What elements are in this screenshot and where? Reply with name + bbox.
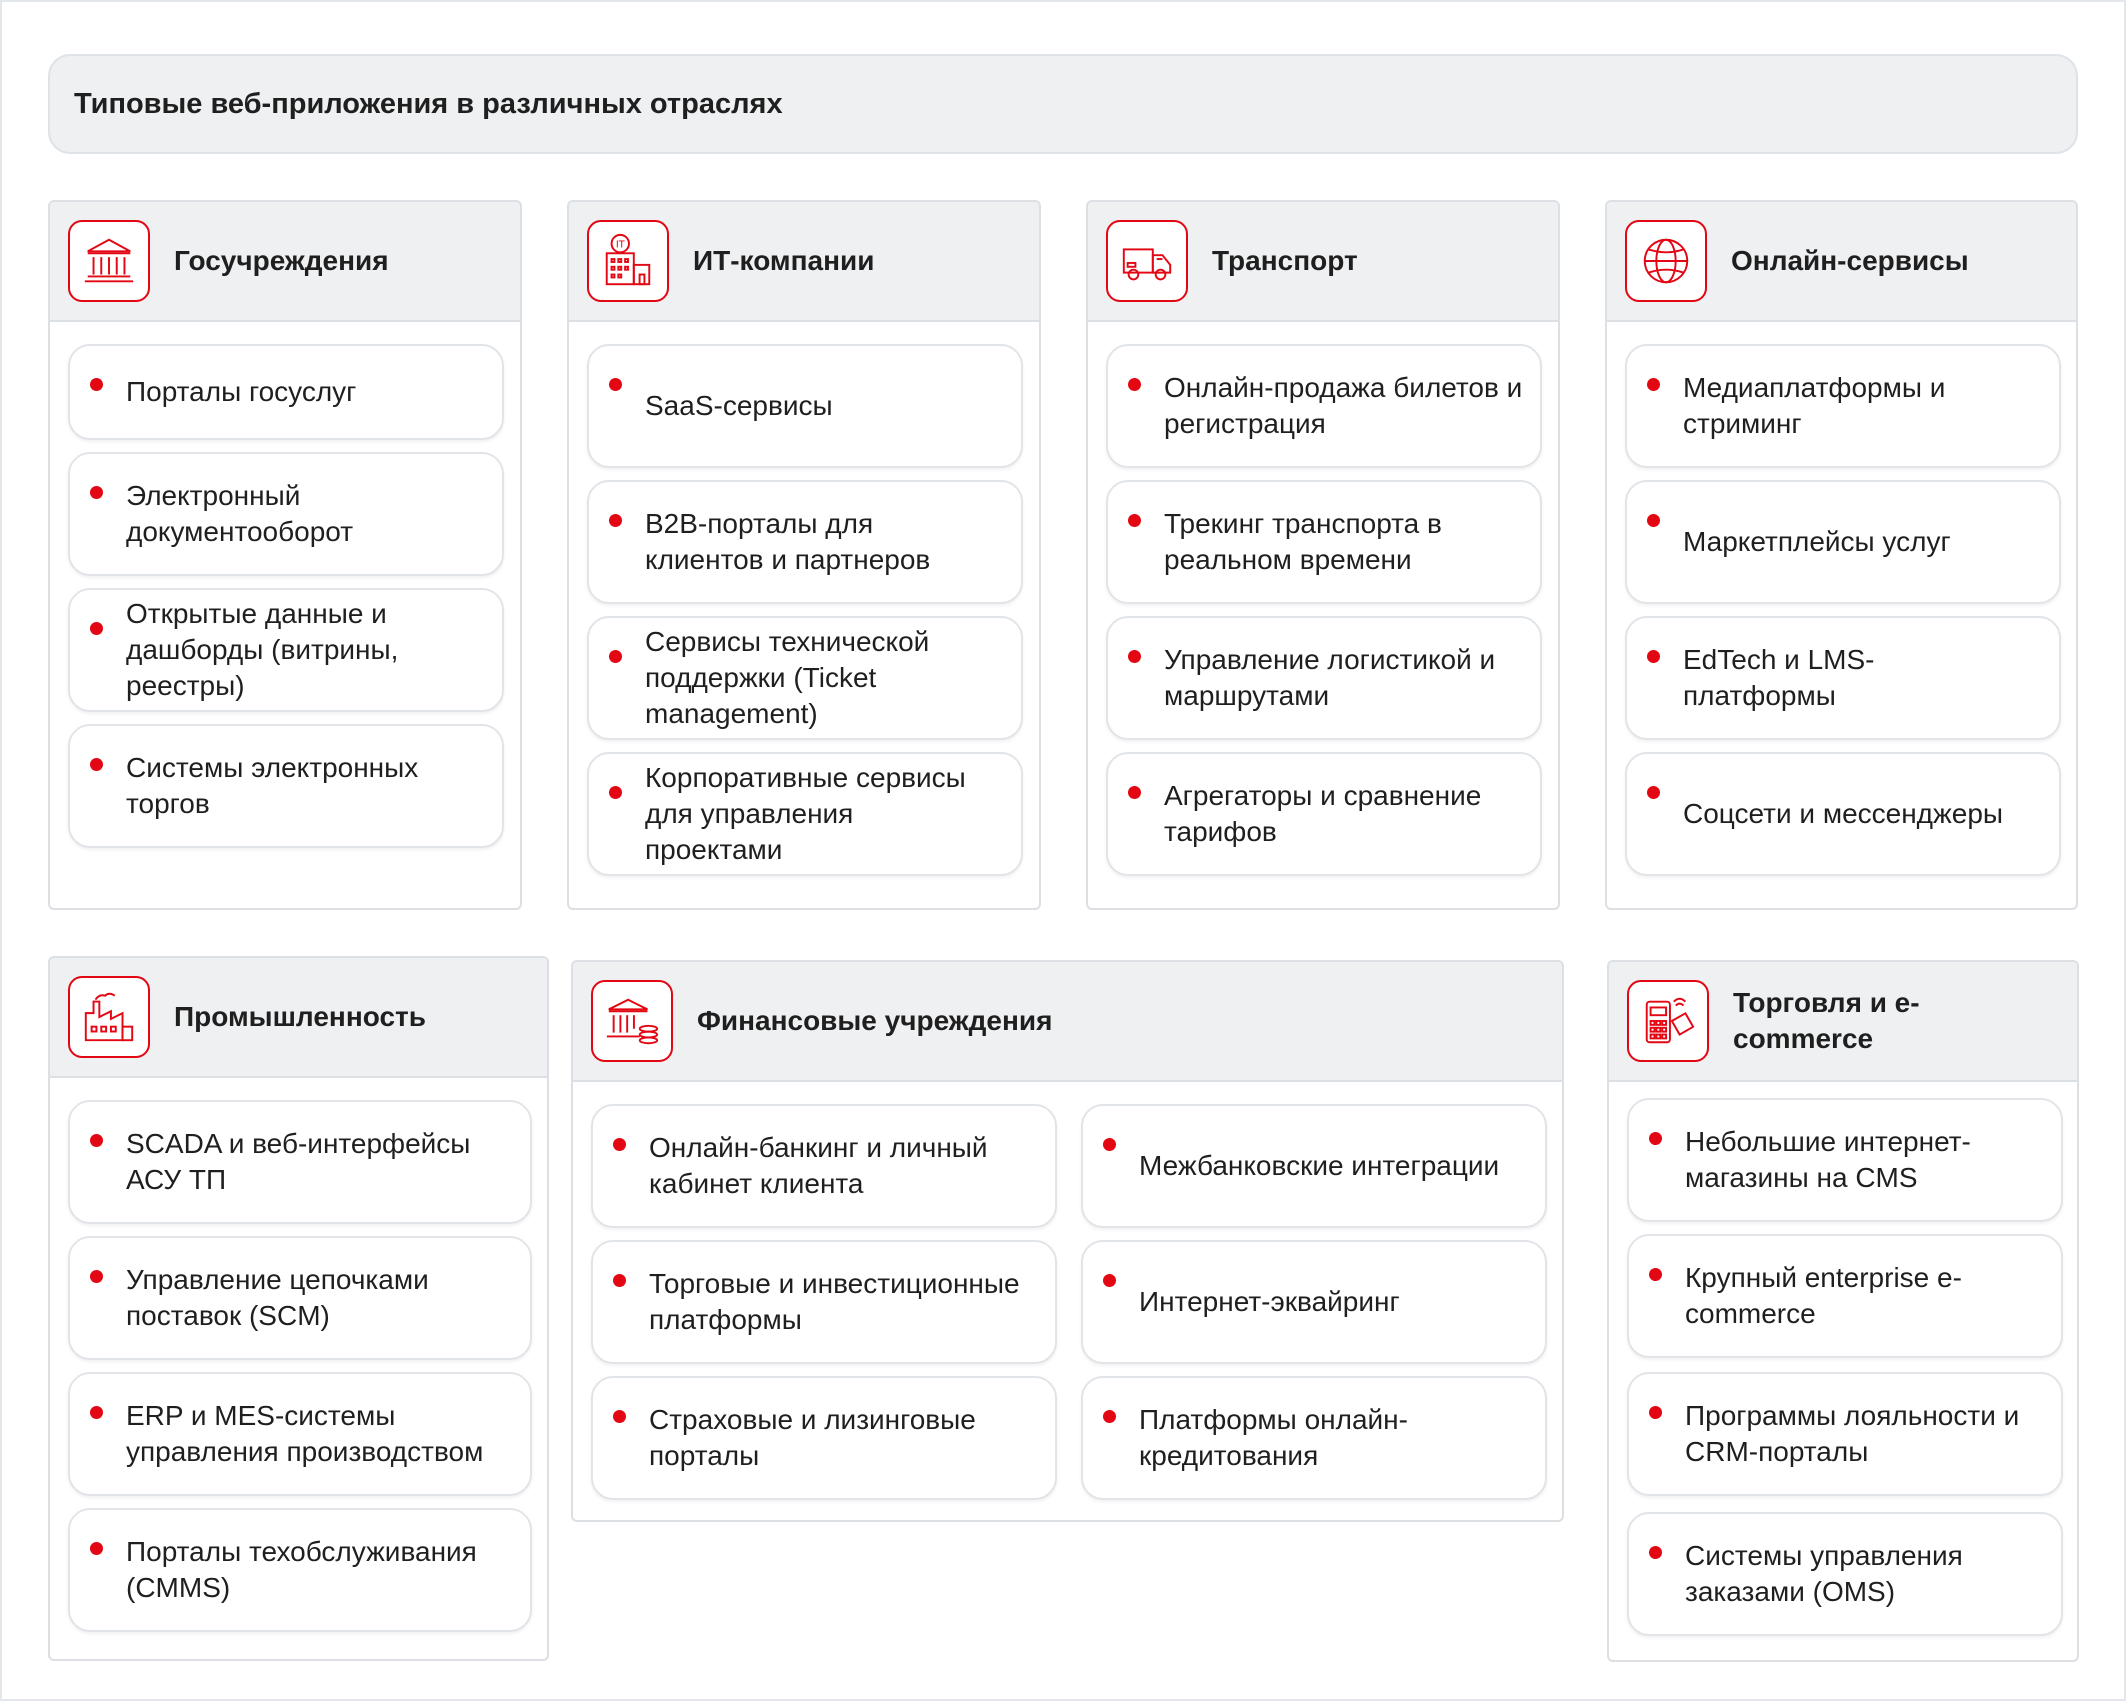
section-transport (1086, 200, 1560, 910)
section-finance (571, 960, 1564, 1522)
list-item-label: SaaS-сервисы (645, 390, 833, 421)
bullet-dot (1128, 786, 1141, 799)
list-item-label: Корпоративные сервисы для управления проектами (645, 762, 966, 865)
section-industry-title: Промышленность (174, 1001, 426, 1032)
list-item (1081, 1376, 1547, 1500)
list-item (68, 452, 504, 576)
section-trade (1607, 960, 2079, 1662)
list-item (1625, 752, 2061, 876)
section-trade-title: Торговля и e-commerce (1733, 987, 1920, 1054)
list-item-label: Трекинг транспорта в реальном времени (1164, 508, 1442, 575)
government-building-icon (68, 220, 150, 302)
list-item-label: B2B-порталы для клиентов и партнеров (645, 508, 931, 575)
bullet-dot (613, 1138, 626, 1151)
section-gov-header (50, 202, 520, 322)
list-item-label: Межбанковские интеграции (1139, 1150, 1500, 1181)
bullet-dot (1649, 1268, 1662, 1281)
section-online (1605, 200, 2078, 910)
list-item (68, 1236, 532, 1360)
list-item (1106, 752, 1542, 876)
list-item (1106, 480, 1542, 604)
list-item (1625, 616, 2061, 740)
list-item-label: Управление цепочками поставок (SCM) (126, 1264, 429, 1331)
list-item (1625, 480, 2061, 604)
bullet-dot (90, 622, 103, 635)
list-item (587, 752, 1023, 876)
bullet-dot (1647, 514, 1660, 527)
bullet-dot (90, 378, 103, 391)
section-it-title: ИТ-компании (693, 245, 875, 276)
section-gov (48, 200, 522, 910)
list-item (587, 616, 1023, 740)
list-item-label: EdTech и LMS-платформы (1683, 644, 1875, 711)
list-item (68, 588, 504, 712)
list-item-label: Маркетплейсы услуг (1683, 526, 1951, 557)
list-item (68, 1100, 532, 1224)
factory-icon (68, 976, 150, 1058)
bullet-dot (1647, 378, 1660, 391)
section-industry (48, 956, 549, 1661)
section-it-header (569, 202, 1039, 322)
section-transport-title: Транспорт (1212, 245, 1358, 276)
bullet-dot (90, 1406, 103, 1419)
bullet-dot (613, 1274, 626, 1287)
bullet-dot (1647, 786, 1660, 799)
list-item (1627, 1372, 2063, 1496)
list-item (1106, 344, 1542, 468)
list-item (1081, 1240, 1547, 1364)
list-item (68, 1372, 532, 1496)
bullet-dot (1103, 1274, 1116, 1287)
bullet-dot (1649, 1406, 1662, 1419)
list-item (591, 1104, 1057, 1228)
list-item-label: Интернет-эквайринг (1139, 1286, 1400, 1317)
section-industry-header (50, 958, 547, 1078)
list-item (1627, 1512, 2063, 1636)
delivery-truck-icon (1106, 220, 1188, 302)
globe-icon (1625, 220, 1707, 302)
list-item (68, 344, 504, 440)
list-item (68, 724, 504, 848)
svg-text:IT: IT (615, 239, 625, 251)
bullet-dot (1103, 1138, 1116, 1151)
list-item-label: SCADA и веб-интерфейсы АСУ ТП (126, 1128, 471, 1195)
bullet-dot (1128, 650, 1141, 663)
list-item (587, 344, 1023, 468)
bullet-dot (90, 1270, 103, 1283)
payment-terminal-icon (1627, 980, 1709, 1062)
list-item-label: Агрегаторы и сравнение тарифов (1164, 780, 1482, 847)
bullet-dot (90, 1134, 103, 1147)
list-item-label: Страховые и лизинговые порталы (649, 1404, 976, 1471)
list-item (1627, 1234, 2063, 1358)
bullet-dot (1649, 1546, 1662, 1559)
bullet-dot (1128, 378, 1141, 391)
list-item (68, 1508, 532, 1632)
list-item-label: Онлайн-продажа билетов и регистрация (1164, 372, 1523, 439)
list-item-label: ERP и MES-системы управления производством (126, 1400, 484, 1467)
list-item-label: Электронный документооборот (126, 480, 354, 547)
list-item-label: Онлайн-банкинг и личный кабинет клиента (649, 1132, 988, 1199)
page-title: Типовые веб-приложения в различных отраслях (48, 54, 2078, 154)
list-item (591, 1240, 1057, 1364)
section-finance-title: Финансовые учреждения (697, 1005, 1053, 1036)
section-online-header (1607, 202, 2076, 322)
bullet-dot (609, 650, 622, 663)
list-item-label: Соцсети и мессенджеры (1683, 798, 2004, 829)
bullet-dot (613, 1410, 626, 1423)
bullet-dot (90, 486, 103, 499)
list-item (1627, 1098, 2063, 1222)
list-item-label: Порталы техобслуживания (CMMS) (126, 1536, 477, 1603)
list-item-label: Управление логистикой и маршрутами (1164, 644, 1496, 711)
section-finance-header (573, 962, 1562, 1082)
list-item-label: Сервисы технической поддержки (Ticket management) (645, 626, 930, 729)
list-item (591, 1376, 1057, 1500)
bullet-dot (1103, 1410, 1116, 1423)
section-transport-header (1088, 202, 1558, 322)
bullet-dot (609, 786, 622, 799)
list-item-label: Системы управления заказами (OMS) (1685, 1540, 1963, 1607)
list-item-label: Небольшие интернет-магазины на CMS (1685, 1126, 1971, 1193)
list-item (587, 480, 1023, 604)
list-item-label: Медиаплатформы и стриминг (1683, 372, 1946, 439)
list-item (1625, 344, 2061, 468)
bullet-dot (609, 514, 622, 527)
section-gov-title: Госучреждения (174, 245, 389, 276)
bullet-dot (609, 378, 622, 391)
bullet-dot (1649, 1132, 1662, 1145)
bullet-dot (1128, 514, 1141, 527)
list-item-label: Системы электронных торгов (126, 752, 419, 819)
bullet-dot (1647, 650, 1660, 663)
section-online-title: Онлайн-сервисы (1731, 245, 1969, 276)
bank-coins-icon (591, 980, 673, 1062)
it-office-building-icon (587, 220, 669, 302)
bullet-dot (90, 1542, 103, 1555)
list-item-label: Открытые данные и дашборды (витрины, реестры) (126, 598, 399, 701)
list-item-label: Программы лояльности и CRM-порталы (1685, 1400, 2020, 1467)
list-item-label: Платформы онлайн-кредитования (1139, 1404, 1408, 1471)
section-it (567, 200, 1041, 910)
list-item-label: Порталы госуслуг (126, 376, 357, 407)
list-item (1106, 616, 1542, 740)
bullet-dot (90, 758, 103, 771)
list-item-label: Крупный enterprise e-commerce (1685, 1262, 1962, 1329)
list-item-label: Торговые и инвестиционные платформы (649, 1268, 1020, 1335)
list-item (1081, 1104, 1547, 1228)
section-trade-header (1609, 962, 2077, 1082)
